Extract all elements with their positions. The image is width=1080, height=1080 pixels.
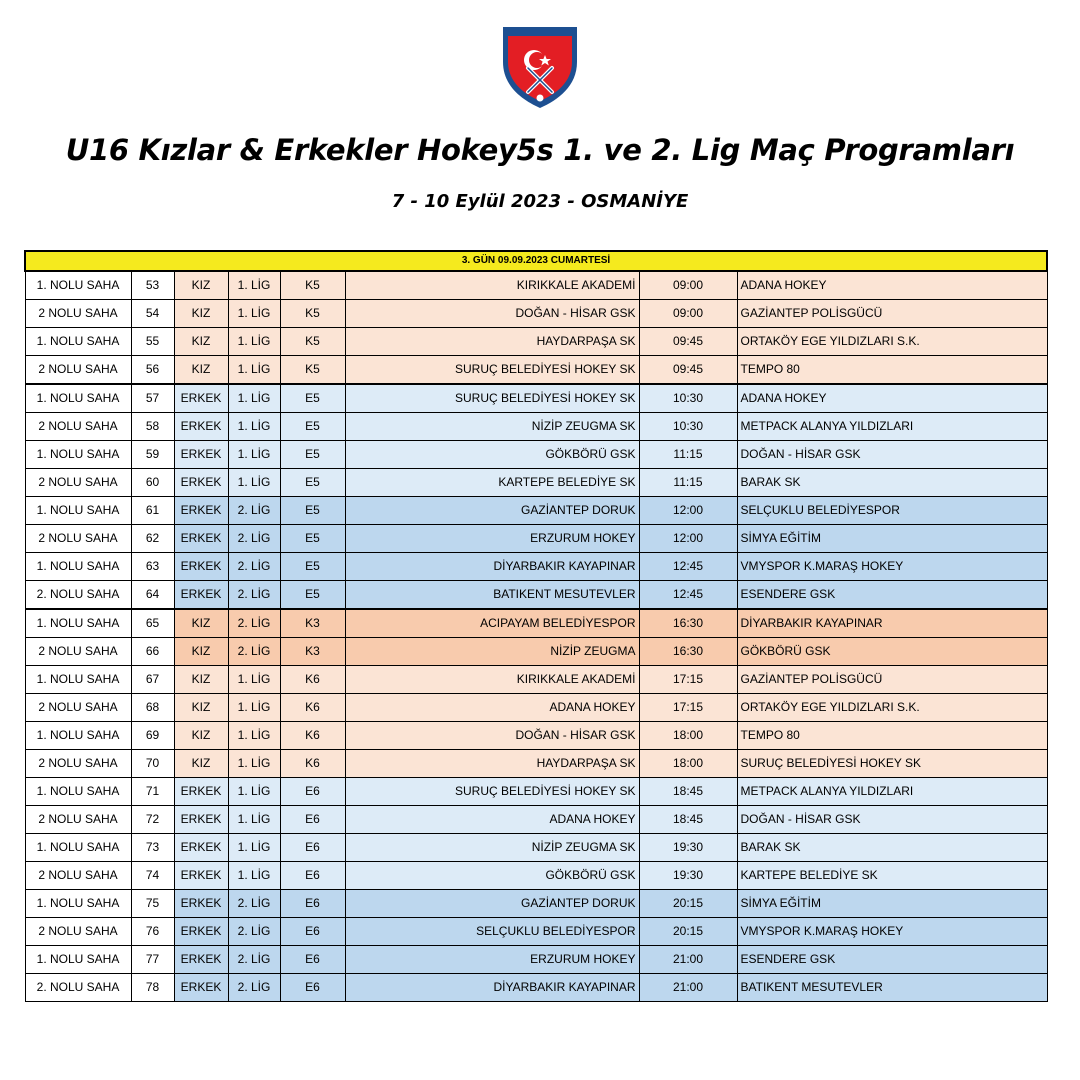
field-cell: 2. NOLU SAHA xyxy=(25,974,131,1002)
away-team-cell: GÖKBÖRÜ GSK xyxy=(737,638,1047,666)
match-row xyxy=(25,609,1047,638)
home-team-cell: GAZİANTEP DORUK xyxy=(345,890,639,918)
field-cell: 1. NOLU SAHA xyxy=(25,271,131,300)
away-team-cell: SURUÇ BELEDİYESİ HOKEY SK xyxy=(737,750,1047,778)
day-header-row xyxy=(25,251,1047,271)
league-cell: 1. LİG xyxy=(228,271,280,300)
home-team-cell: HAYDARPAŞA SK xyxy=(345,328,639,356)
time-cell: 09:45 xyxy=(639,328,737,356)
time-cell: 18:45 xyxy=(639,806,737,834)
home-team-cell: SURUÇ BELEDİYESİ HOKEY SK xyxy=(345,356,639,385)
away-team-cell: TEMPO 80 xyxy=(737,356,1047,385)
field-cell: 1. NOLU SAHA xyxy=(25,497,131,525)
match-number-cell: 54 xyxy=(131,300,174,328)
match-number-cell: 77 xyxy=(131,946,174,974)
group-cell: E6 xyxy=(280,834,345,862)
time-cell: 20:15 xyxy=(639,890,737,918)
match-row xyxy=(25,413,1047,441)
field-cell: 2. NOLU SAHA xyxy=(25,581,131,610)
time-cell: 11:15 xyxy=(639,441,737,469)
match-number-cell: 76 xyxy=(131,918,174,946)
category-cell: KIZ xyxy=(174,722,228,750)
group-cell: E5 xyxy=(280,497,345,525)
league-cell: 2. LİG xyxy=(228,974,280,1002)
group-cell: E6 xyxy=(280,806,345,834)
match-number-cell: 64 xyxy=(131,581,174,610)
category-cell: ERKEK xyxy=(174,778,228,806)
group-cell: E5 xyxy=(280,441,345,469)
match-number-cell: 68 xyxy=(131,694,174,722)
category-cell: KIZ xyxy=(174,638,228,666)
category-cell: ERKEK xyxy=(174,834,228,862)
match-number-cell: 58 xyxy=(131,413,174,441)
time-cell: 12:45 xyxy=(639,581,737,610)
group-cell: E6 xyxy=(280,890,345,918)
home-team-cell: SELÇUKLU BELEDİYESPOR xyxy=(345,918,639,946)
group-cell: E6 xyxy=(280,946,345,974)
league-cell: 1. LİG xyxy=(228,384,280,413)
category-cell: ERKEK xyxy=(174,581,228,610)
match-number-cell: 59 xyxy=(131,441,174,469)
home-team-cell: ERZURUM HOKEY xyxy=(345,946,639,974)
home-team-cell: DOĞAN - HİSAR GSK xyxy=(345,300,639,328)
match-row xyxy=(25,441,1047,469)
away-team-cell: ADANA HOKEY xyxy=(737,271,1047,300)
away-team-cell: DİYARBAKIR KAYAPINAR xyxy=(737,609,1047,638)
group-cell: E5 xyxy=(280,553,345,581)
match-number-cell: 56 xyxy=(131,356,174,385)
category-cell: ERKEK xyxy=(174,553,228,581)
match-row xyxy=(25,806,1047,834)
home-team-cell: KIRIKKALE AKADEMİ xyxy=(345,271,639,300)
league-cell: 2. LİG xyxy=(228,609,280,638)
time-cell: 09:00 xyxy=(639,271,737,300)
page-title: U16 Kızlar & Erkekler Hokey5s 1. ve 2. Lig Maç Programları xyxy=(65,133,1015,167)
group-cell: K5 xyxy=(280,328,345,356)
home-team-cell: HAYDARPAŞA SK xyxy=(345,750,639,778)
match-number-cell: 78 xyxy=(131,974,174,1002)
schedule-body xyxy=(25,251,1047,1002)
group-cell: E5 xyxy=(280,413,345,441)
field-cell: 2 NOLU SAHA xyxy=(25,694,131,722)
group-cell: E5 xyxy=(280,384,345,413)
time-cell: 21:00 xyxy=(639,946,737,974)
home-team-cell: ACIPAYAM BELEDİYESPOR xyxy=(345,609,639,638)
league-cell: 1. LİG xyxy=(228,441,280,469)
match-row xyxy=(25,750,1047,778)
federation-logo xyxy=(500,22,580,110)
group-cell: K5 xyxy=(280,356,345,385)
group-cell: E6 xyxy=(280,778,345,806)
match-number-cell: 63 xyxy=(131,553,174,581)
category-cell: KIZ xyxy=(174,271,228,300)
group-cell: E6 xyxy=(280,974,345,1002)
match-row xyxy=(25,778,1047,806)
match-row xyxy=(25,384,1047,413)
league-cell: 2. LİG xyxy=(228,918,280,946)
group-cell: E5 xyxy=(280,525,345,553)
match-number-cell: 55 xyxy=(131,328,174,356)
group-cell: E5 xyxy=(280,469,345,497)
time-cell: 12:00 xyxy=(639,497,737,525)
league-cell: 1. LİG xyxy=(228,750,280,778)
category-cell: ERKEK xyxy=(174,946,228,974)
category-cell: ERKEK xyxy=(174,384,228,413)
category-cell: ERKEK xyxy=(174,806,228,834)
match-number-cell: 70 xyxy=(131,750,174,778)
away-team-cell: ESENDERE GSK xyxy=(737,581,1047,610)
category-cell: ERKEK xyxy=(174,974,228,1002)
home-team-cell: DİYARBAKIR KAYAPINAR xyxy=(345,553,639,581)
field-cell: 2 NOLU SAHA xyxy=(25,918,131,946)
home-team-cell: GAZİANTEP DORUK xyxy=(345,497,639,525)
field-cell: 2 NOLU SAHA xyxy=(25,862,131,890)
group-cell: K3 xyxy=(280,609,345,638)
league-cell: 1. LİG xyxy=(228,356,280,385)
time-cell: 12:45 xyxy=(639,553,737,581)
away-team-cell: METPACK ALANYA YILDIZLARI xyxy=(737,413,1047,441)
match-number-cell: 66 xyxy=(131,638,174,666)
field-cell: 1. NOLU SAHA xyxy=(25,441,131,469)
league-cell: 2. LİG xyxy=(228,581,280,610)
time-cell: 19:30 xyxy=(639,834,737,862)
match-row xyxy=(25,834,1047,862)
time-cell: 16:30 xyxy=(639,609,737,638)
field-cell: 2 NOLU SAHA xyxy=(25,750,131,778)
field-cell: 1. NOLU SAHA xyxy=(25,946,131,974)
home-team-cell: ADANA HOKEY xyxy=(345,694,639,722)
league-cell: 1. LİG xyxy=(228,778,280,806)
league-cell: 2. LİG xyxy=(228,946,280,974)
group-cell: K3 xyxy=(280,638,345,666)
home-team-cell: ERZURUM HOKEY xyxy=(345,525,639,553)
category-cell: ERKEK xyxy=(174,469,228,497)
group-cell: K5 xyxy=(280,300,345,328)
group-cell: K6 xyxy=(280,722,345,750)
away-team-cell: DOĞAN - HİSAR GSK xyxy=(737,441,1047,469)
page-subtitle: 7 - 10 Eylül 2023 - OSMANİYE xyxy=(391,191,689,212)
field-cell: 1. NOLU SAHA xyxy=(25,890,131,918)
category-cell: ERKEK xyxy=(174,890,228,918)
league-cell: 2. LİG xyxy=(228,553,280,581)
field-cell: 2 NOLU SAHA xyxy=(25,300,131,328)
away-team-cell: DOĞAN - HİSAR GSK xyxy=(737,806,1047,834)
league-cell: 2. LİG xyxy=(228,497,280,525)
away-team-cell: VMYSPOR K.MARAŞ HOKEY xyxy=(737,553,1047,581)
home-team-cell: NİZİP ZEUGMA SK xyxy=(345,413,639,441)
match-number-cell: 74 xyxy=(131,862,174,890)
home-team-cell: NİZİP ZEUGMA SK xyxy=(345,834,639,862)
field-cell: 1. NOLU SAHA xyxy=(25,666,131,694)
away-team-cell: KARTEPE BELEDİYE SK xyxy=(737,862,1047,890)
category-cell: KIZ xyxy=(174,694,228,722)
category-cell: ERKEK xyxy=(174,862,228,890)
match-row xyxy=(25,328,1047,356)
field-cell: 2 NOLU SAHA xyxy=(25,806,131,834)
league-cell: 1. LİG xyxy=(228,469,280,497)
field-cell: 1. NOLU SAHA xyxy=(25,834,131,862)
time-cell: 09:00 xyxy=(639,300,737,328)
category-cell: KIZ xyxy=(174,609,228,638)
field-cell: 1. NOLU SAHA xyxy=(25,722,131,750)
match-row xyxy=(25,469,1047,497)
category-cell: KIZ xyxy=(174,750,228,778)
match-number-cell: 61 xyxy=(131,497,174,525)
league-cell: 1. LİG xyxy=(228,834,280,862)
time-cell: 09:45 xyxy=(639,356,737,385)
home-team-cell: DİYARBAKIR KAYAPINAR xyxy=(345,974,639,1002)
group-cell: E6 xyxy=(280,862,345,890)
away-team-cell: METPACK ALANYA YILDIZLARI xyxy=(737,778,1047,806)
home-team-cell: ADANA HOKEY xyxy=(345,806,639,834)
away-team-cell: GAZİANTEP POLİSGÜCÜ xyxy=(737,666,1047,694)
match-number-cell: 72 xyxy=(131,806,174,834)
match-number-cell: 75 xyxy=(131,890,174,918)
hockey-shield-icon xyxy=(500,22,580,110)
match-number-cell: 69 xyxy=(131,722,174,750)
time-cell: 11:15 xyxy=(639,469,737,497)
away-team-cell: GAZİANTEP POLİSGÜCÜ xyxy=(737,300,1047,328)
group-cell: K6 xyxy=(280,666,345,694)
league-cell: 1. LİG xyxy=(228,300,280,328)
league-cell: 2. LİG xyxy=(228,525,280,553)
group-cell: E5 xyxy=(280,581,345,610)
time-cell: 12:00 xyxy=(639,525,737,553)
match-row xyxy=(25,553,1047,581)
time-cell: 21:00 xyxy=(639,974,737,1002)
match-row xyxy=(25,300,1047,328)
field-cell: 1. NOLU SAHA xyxy=(25,609,131,638)
match-number-cell: 53 xyxy=(131,271,174,300)
field-cell: 1. NOLU SAHA xyxy=(25,778,131,806)
category-cell: ERKEK xyxy=(174,413,228,441)
field-cell: 2 NOLU SAHA xyxy=(25,356,131,385)
match-row xyxy=(25,722,1047,750)
away-team-cell: ORTAKÖY EGE YILDIZLARI S.K. xyxy=(737,694,1047,722)
match-row xyxy=(25,918,1047,946)
match-row xyxy=(25,974,1047,1002)
time-cell: 18:45 xyxy=(639,778,737,806)
field-cell: 2 NOLU SAHA xyxy=(25,525,131,553)
match-row xyxy=(25,497,1047,525)
away-team-cell: SELÇUKLU BELEDİYESPOR xyxy=(737,497,1047,525)
away-team-cell: SİMYA EĞİTİM xyxy=(737,890,1047,918)
match-number-cell: 65 xyxy=(131,609,174,638)
field-cell: 1. NOLU SAHA xyxy=(25,384,131,413)
match-row xyxy=(25,890,1047,918)
group-cell: K6 xyxy=(280,750,345,778)
away-team-cell: TEMPO 80 xyxy=(737,722,1047,750)
match-row xyxy=(25,356,1047,385)
league-cell: 1. LİG xyxy=(228,328,280,356)
time-cell: 18:00 xyxy=(639,750,737,778)
category-cell: KIZ xyxy=(174,356,228,385)
match-row xyxy=(25,666,1047,694)
away-team-cell: SİMYA EĞİTİM xyxy=(737,525,1047,553)
time-cell: 10:30 xyxy=(639,413,737,441)
league-cell: 1. LİG xyxy=(228,694,280,722)
time-cell: 17:15 xyxy=(639,666,737,694)
away-team-cell: VMYSPOR K.MARAŞ HOKEY xyxy=(737,918,1047,946)
home-team-cell: DOĞAN - HİSAR GSK xyxy=(345,722,639,750)
match-row xyxy=(25,271,1047,300)
away-team-cell: ORTAKÖY EGE YILDIZLARI S.K. xyxy=(737,328,1047,356)
match-row xyxy=(25,862,1047,890)
group-cell: K5 xyxy=(280,271,345,300)
away-team-cell: BARAK SK xyxy=(737,834,1047,862)
match-number-cell: 67 xyxy=(131,666,174,694)
field-cell: 2 NOLU SAHA xyxy=(25,469,131,497)
group-cell: K6 xyxy=(280,694,345,722)
category-cell: KIZ xyxy=(174,666,228,694)
match-number-cell: 60 xyxy=(131,469,174,497)
home-team-cell: NİZİP ZEUGMA xyxy=(345,638,639,666)
time-cell: 17:15 xyxy=(639,694,737,722)
home-team-cell: GÖKBÖRÜ GSK xyxy=(345,441,639,469)
league-cell: 1. LİG xyxy=(228,722,280,750)
league-cell: 1. LİG xyxy=(228,413,280,441)
match-row xyxy=(25,638,1047,666)
category-cell: ERKEK xyxy=(174,918,228,946)
league-cell: 2. LİG xyxy=(228,638,280,666)
match-row xyxy=(25,581,1047,610)
category-cell: ERKEK xyxy=(174,497,228,525)
match-number-cell: 57 xyxy=(131,384,174,413)
league-cell: 1. LİG xyxy=(228,806,280,834)
field-cell: 1. NOLU SAHA xyxy=(25,553,131,581)
away-team-cell: ESENDERE GSK xyxy=(737,946,1047,974)
field-cell: 1. NOLU SAHA xyxy=(25,328,131,356)
category-cell: KIZ xyxy=(174,328,228,356)
match-row xyxy=(25,946,1047,974)
group-cell: E6 xyxy=(280,918,345,946)
home-team-cell: KARTEPE BELEDİYE SK xyxy=(345,469,639,497)
league-cell: 2. LİG xyxy=(228,890,280,918)
category-cell: ERKEK xyxy=(174,525,228,553)
home-team-cell: SURUÇ BELEDİYESİ HOKEY SK xyxy=(345,778,639,806)
field-cell: 2 NOLU SAHA xyxy=(25,413,131,441)
time-cell: 16:30 xyxy=(639,638,737,666)
match-number-cell: 73 xyxy=(131,834,174,862)
time-cell: 18:00 xyxy=(639,722,737,750)
category-cell: ERKEK xyxy=(174,441,228,469)
match-row xyxy=(25,525,1047,553)
league-cell: 1. LİG xyxy=(228,666,280,694)
league-cell: 1. LİG xyxy=(228,862,280,890)
category-cell: KIZ xyxy=(174,300,228,328)
away-team-cell: ADANA HOKEY xyxy=(737,384,1047,413)
match-row xyxy=(25,694,1047,722)
match-number-cell: 71 xyxy=(131,778,174,806)
match-number-cell: 62 xyxy=(131,525,174,553)
away-team-cell: BATIKENT MESUTEVLER xyxy=(737,974,1047,1002)
time-cell: 20:15 xyxy=(639,918,737,946)
home-team-cell: GÖKBÖRÜ GSK xyxy=(345,862,639,890)
time-cell: 10:30 xyxy=(639,384,737,413)
match-schedule-table xyxy=(24,250,1048,1002)
away-team-cell: BARAK SK xyxy=(737,469,1047,497)
home-team-cell: KIRIKKALE AKADEMİ xyxy=(345,666,639,694)
time-cell: 19:30 xyxy=(639,862,737,890)
home-team-cell: BATIKENT MESUTEVLER xyxy=(345,581,639,610)
day-label: 3. GÜN 09.09.2023 CUMARTESİ xyxy=(25,251,1047,271)
home-team-cell: SURUÇ BELEDİYESİ HOKEY SK xyxy=(345,384,639,413)
field-cell: 2 NOLU SAHA xyxy=(25,638,131,666)
